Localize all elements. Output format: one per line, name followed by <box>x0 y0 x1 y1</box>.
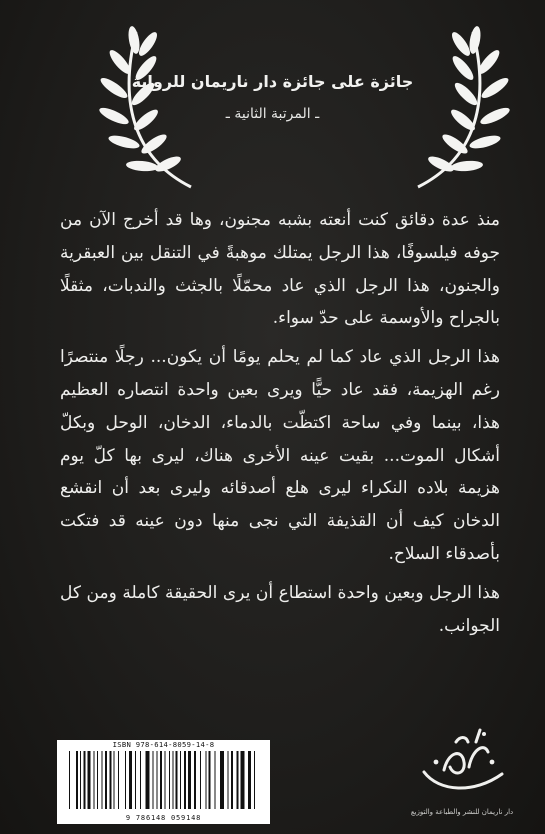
publisher-logo-icon <box>414 722 514 802</box>
blurb-paragraph-3: هذا الرجل وبعين واحدة استطاع أن يرى الحقيقة كاملة ومن كل الجوانب. <box>60 582 500 636</box>
isbn-digits: 9 786148 059148 <box>125 814 202 822</box>
isbn-barcode <box>57 740 270 824</box>
isbn-label: ISBN 978-614-8059-14-8 <box>112 740 215 749</box>
award-title: جائزة على جائزة دار ناريمان للرواية <box>131 72 414 91</box>
blurb-paragraph-1: منذ عدة دقائق كنت أنعته بشبه مجنون، وها قد أخرج الآن من جوفه فيلسوفًا، هذا الرجل يمتلك موهبةً في التنقل بين العبقرية والجنون، هذا الرجل الذي عاد محمّلًا بالجثث والندبات، مثقلًا بالجراح والأوسمة على حدّ سواء. <box>60 210 500 329</box>
award-rank: ـ المرتبة الثانية ـ <box>225 106 320 122</box>
blurb-text <box>60 204 500 648</box>
barcode-bars <box>67 751 260 809</box>
publisher-name: دار ناريمان للنشر والطباعة والتوزيع <box>410 808 514 816</box>
blurb-paragraph-2: هذا الرجل الذي عاد كما لم يحلم يومًا أن يكون... رجلًا منتصرًا رغم الهزيمة، فقد عاد حيًّا ويرى بعين واحدة انتصاره العظيم هذا، بينما وفي ساحة اكتظّت بالدماء، الدخان، الوحل وبكلّ أشكال الموت... بقيت عينه الأخرى هناك، ليرى بها كلّ يوم هزيمة بلاده النكراء ليرى هلع أصدقائه وليرى بعد أن انقشع الدخان كيف أن القذيفة التي نجى منها دون عينه قد فتكت بأصدقاء السلاح. <box>60 347 500 564</box>
